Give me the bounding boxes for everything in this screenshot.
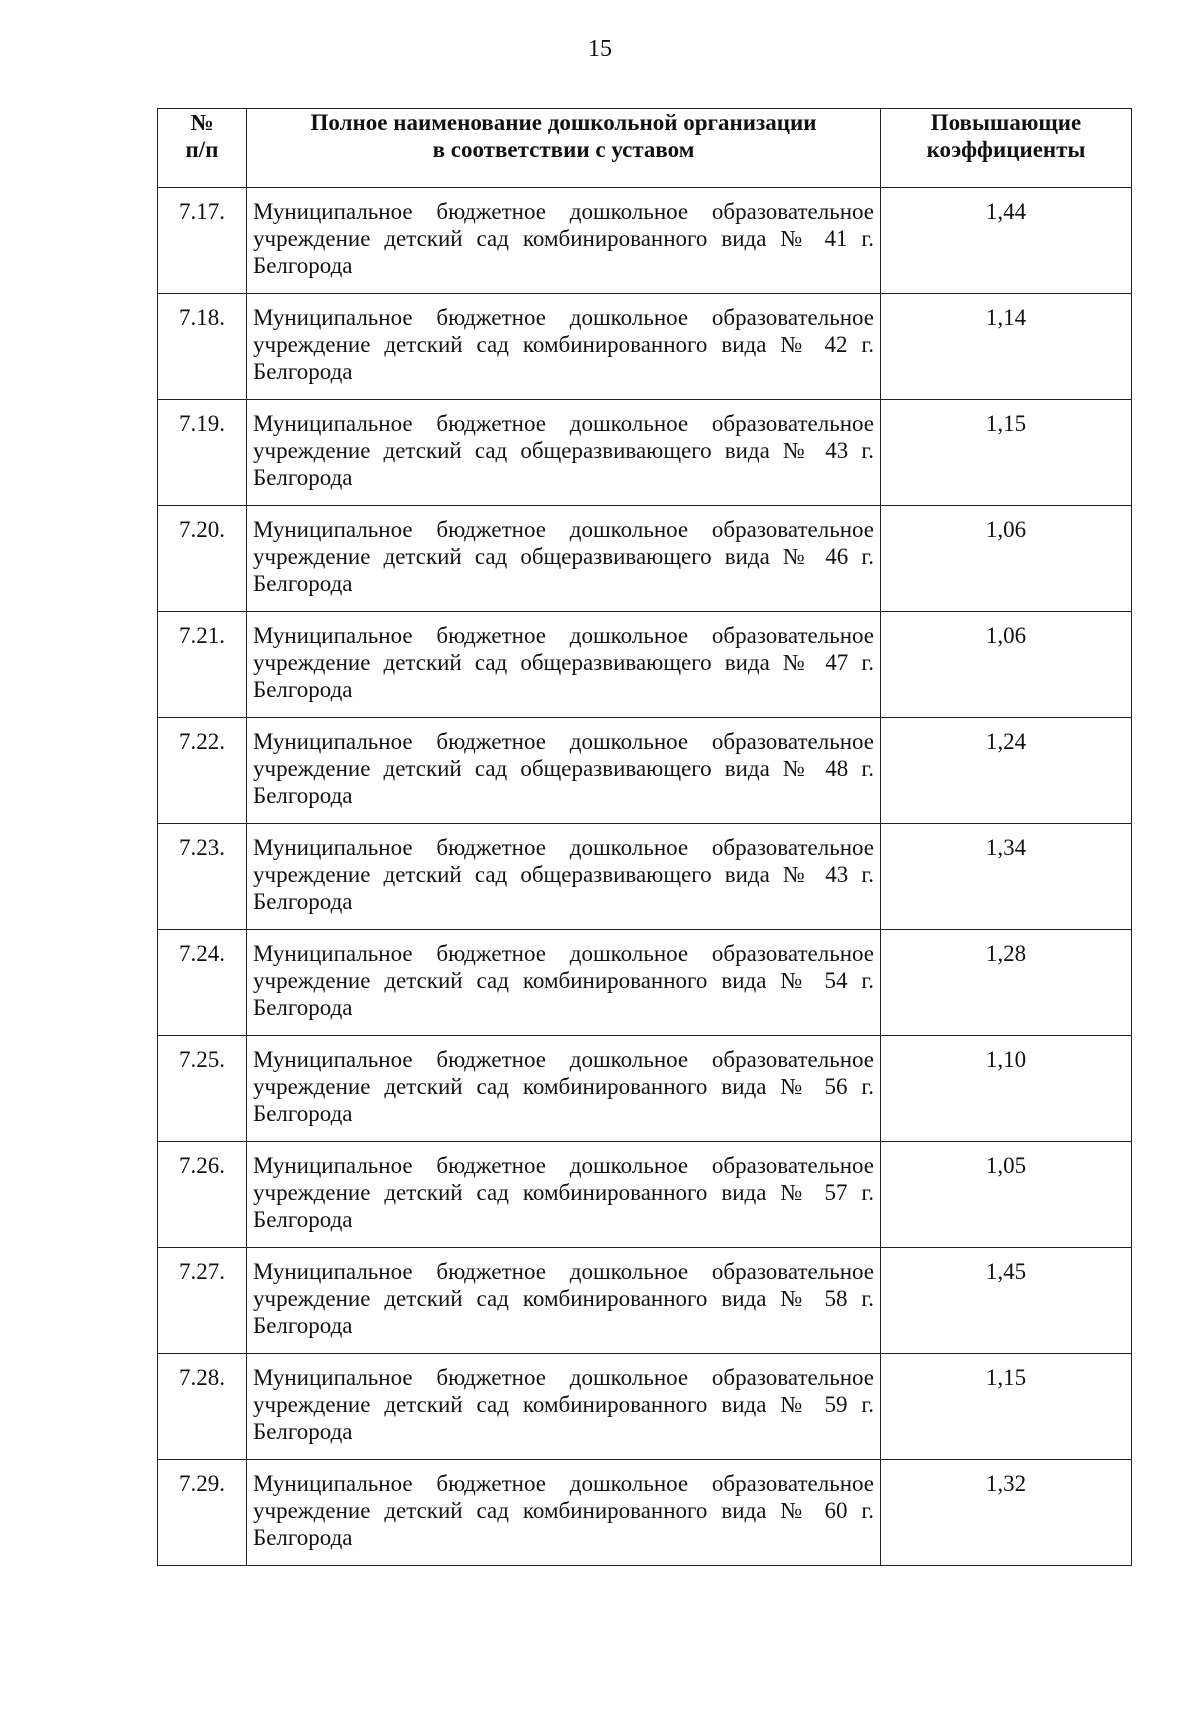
header-line: Повышающие (930, 110, 1082, 135)
row-number: 7.26. (158, 1142, 247, 1248)
coefficient-value: 1,06 (881, 506, 1132, 612)
organization-name: Муниципальное бюджетное дошкольное образовательное учреждение детский сад комбинированного вида № 58 г. Белгорода (247, 1248, 881, 1354)
coefficient-value: 1,14 (881, 294, 1132, 400)
coefficient-value: 1,15 (881, 1354, 1132, 1460)
header-line: № (190, 110, 214, 135)
organization-name: Муниципальное бюджетное дошкольное образовательное учреждение детский сад общеразвивающего вида № 48 г. Белгорода (247, 718, 881, 824)
header-line: п/п (185, 137, 219, 162)
table-row (158, 824, 1132, 930)
row-number: 7.24. (158, 930, 247, 1036)
row-number: 7.22. (158, 718, 247, 824)
row-number: 7.27. (158, 1248, 247, 1354)
header-line: Полное наименование дошкольной организации (310, 110, 817, 135)
coefficient-value: 1,44 (881, 188, 1132, 294)
header-number (158, 109, 247, 188)
header-coefficients (881, 109, 1132, 188)
coefficient-value: 1,45 (881, 1248, 1132, 1354)
page-number: 15 (588, 36, 612, 62)
table-row (158, 294, 1132, 400)
organization-name: Муниципальное бюджетное дошкольное образовательное учреждение детский сад комбинированного вида № 60 г. Белгорода (247, 1460, 881, 1566)
row-number: 7.25. (158, 1036, 247, 1142)
row-number: 7.29. (158, 1460, 247, 1566)
table-row (158, 1354, 1132, 1460)
row-number: 7.18. (158, 294, 247, 400)
organization-name: Муниципальное бюджетное дошкольное образовательное учреждение детский сад общеразвивающего вида № 46 г. Белгорода (247, 506, 881, 612)
coefficient-value: 1,24 (881, 718, 1132, 824)
coefficient-value: 1,32 (881, 1460, 1132, 1566)
table-row (158, 612, 1132, 718)
coefficient-value: 1,28 (881, 930, 1132, 1036)
row-number: 7.19. (158, 400, 247, 506)
coefficient-value: 1,34 (881, 824, 1132, 930)
coefficient-value: 1,10 (881, 1036, 1132, 1142)
row-number: 7.21. (158, 612, 247, 718)
table-row (158, 718, 1132, 824)
row-number: 7.17. (158, 188, 247, 294)
organization-name: Муниципальное бюджетное дошкольное образовательное учреждение детский сад общеразвивающего вида № 47 г. Белгорода (247, 612, 881, 718)
organization-name: Муниципальное бюджетное дошкольное образовательное учреждение детский сад комбинированного вида № 54 г. Белгорода (247, 930, 881, 1036)
header-organization-name (247, 109, 881, 188)
organization-name: Муниципальное бюджетное дошкольное образовательное учреждение детский сад комбинированного вида № 59 г. Белгорода (247, 1354, 881, 1460)
row-number: 7.28. (158, 1354, 247, 1460)
table-row (158, 188, 1132, 294)
organization-name: Муниципальное бюджетное дошкольное образовательное учреждение детский сад комбинированного вида № 56 г. Белгорода (247, 1036, 881, 1142)
row-number: 7.20. (158, 506, 247, 612)
organization-name: Муниципальное бюджетное дошкольное образовательное учреждение детский сад комбинированного вида № 41 г. Белгорода (247, 188, 881, 294)
table-row (158, 1142, 1132, 1248)
row-number: 7.23. (158, 824, 247, 930)
coefficient-value: 1,05 (881, 1142, 1132, 1248)
table-header-row (158, 109, 1132, 188)
organization-name: Муниципальное бюджетное дошкольное образовательное учреждение детский сад общеразвивающего вида № 43 г. Белгорода (247, 824, 881, 930)
table-row (158, 506, 1132, 612)
coefficient-value: 1,06 (881, 612, 1132, 718)
coefficient-value: 1,15 (881, 400, 1132, 506)
table-row (158, 400, 1132, 506)
organization-name: Муниципальное бюджетное дошкольное образовательное учреждение детский сад комбинированного вида № 42 г. Белгорода (247, 294, 881, 400)
header-line: в соответствии с уставом (432, 137, 695, 162)
table-row (158, 1460, 1132, 1566)
table-row (158, 1036, 1132, 1142)
organization-name: Муниципальное бюджетное дошкольное образовательное учреждение детский сад комбинированного вида № 57 г. Белгорода (247, 1142, 881, 1248)
organizations-table (157, 108, 1132, 1566)
table-body (158, 188, 1132, 1566)
organization-name: Муниципальное бюджетное дошкольное образовательное учреждение детский сад общеразвивающего вида № 43 г. Белгорода (247, 400, 881, 506)
table-row (158, 930, 1132, 1036)
header-line: коэффициенты (926, 137, 1086, 162)
table-row (158, 1248, 1132, 1354)
